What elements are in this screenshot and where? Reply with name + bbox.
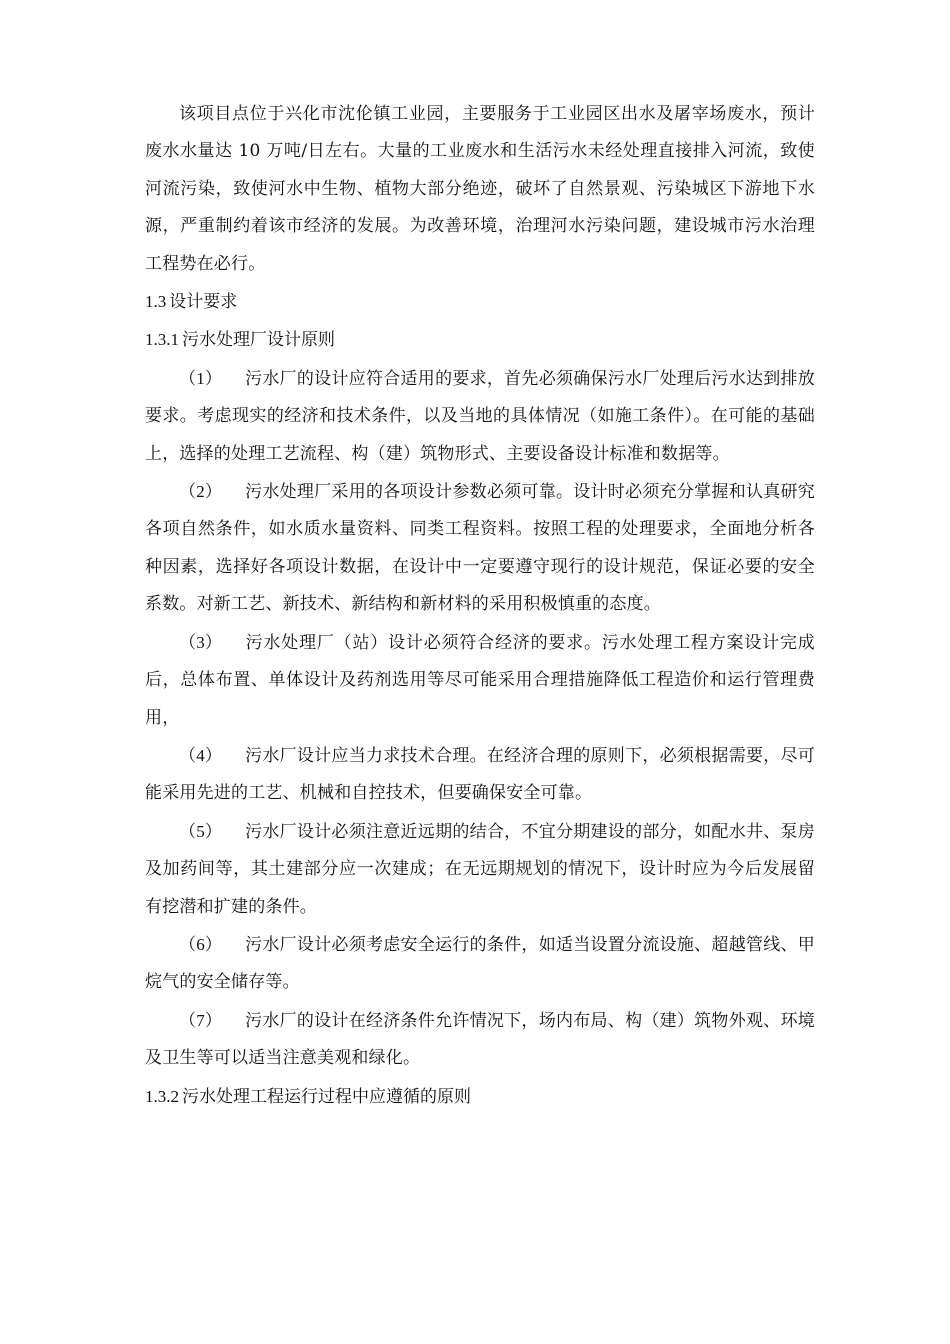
section-title: 污水处理厂设计原则 <box>182 330 335 351</box>
section-title: 污水处理工程运行过程中应遵循的原则 <box>182 1086 471 1107</box>
item-text: 污水处理厂采用的各项设计参数必须可靠。设计时必须充分掌握和认真研究各项自然条件，如水质水量资料、同类工程资料。按照工程的处理要求，全面地分析各种因素，选择好各项设计数据，在设计中一定要遵守现行的设计规范，保证必要的安全系数。对新工艺、新技术、新结构和新材料的采用积极慎重的态度。 <box>145 482 815 615</box>
section-heading-1-3-1 <box>145 321 815 359</box>
principle-item-4 <box>145 737 815 813</box>
item-number: （5） <box>179 821 223 841</box>
section-heading-1-3-2 <box>145 1078 815 1116</box>
item-number: （2） <box>179 482 223 502</box>
document-page <box>145 96 815 1316</box>
item-number: （4） <box>179 745 223 765</box>
principle-item-5 <box>145 813 815 926</box>
section-number: 1.3.2 <box>145 1086 179 1106</box>
item-number: （6） <box>179 934 223 954</box>
principle-item-1 <box>145 360 815 473</box>
item-text: 污水厂设计必须注意近远期的结合，不宜分期建设的部分，如配水井、泵房及加药间等，其土建部分应一次建成；在无远期规划的情况下，设计时应为今后发展留有挖潜和扩建的条件。 <box>145 821 815 917</box>
item-text: 污水处理厂（站）设计必须符合经济的要求。污水处理工程方案设计完成后，总体布置、单体设计及药剂选用等尽可能采用合理措施降低工程造价和运行管理费用， <box>145 632 815 728</box>
intro-paragraph: 该项目点位于兴化市沈伦镇工业园，主要服务于工业园区出水及屠宰场废水，预计废水水量达 10 万吨/日左右。大量的工业废水和生活污水未经处理直接排入河流，致使河流污染，致使河水中生物、植物大部分绝迹，破坏了自然景观、污染城区下游地下水源，严重制约着该市经济的发展。为改善环境，治理河水污染问题，建设城市污水治理工程势在必行。 <box>145 104 815 274</box>
item-number: （3） <box>179 632 223 652</box>
principle-item-3 <box>145 624 815 737</box>
section-number: 1.3 <box>145 292 167 312</box>
item-text: 污水厂的设计应符合适用的要求，首先必须确保污水厂处理后污水达到排放要求。考虑现实的经济和技术条件，以及当地的具体情况（如施工条件）。在可能的基础上，选择的处理工艺流程、构（建）筑物形式、主要设备设计标准和数据等。 <box>145 368 815 464</box>
item-text: 污水厂设计必须考虑安全运行的条件，如适当设置分流设施、超越管线、甲烷气的安全储存等。 <box>145 934 815 993</box>
section-number: 1.3.1 <box>145 330 179 350</box>
section-heading-1-3 <box>145 283 815 321</box>
principle-item-6 <box>145 926 815 1002</box>
principle-item-7 <box>145 1002 815 1078</box>
item-number: （7） <box>179 1010 223 1030</box>
section-title: 设计要求 <box>169 292 238 313</box>
item-number: （1） <box>179 368 223 388</box>
item-text: 污水厂的设计在经济条件允许情况下，场内布局、构（建）筑物外观、环境及卫生等可以适当注意美观和绿化。 <box>145 1010 815 1069</box>
item-text: 污水厂设计应当力求技术合理。在经济合理的原则下，必须根据需要，尽可能采用先进的工艺、机械和自控技术，但要确保安全可靠。 <box>145 745 815 804</box>
principle-item-2 <box>145 473 815 624</box>
